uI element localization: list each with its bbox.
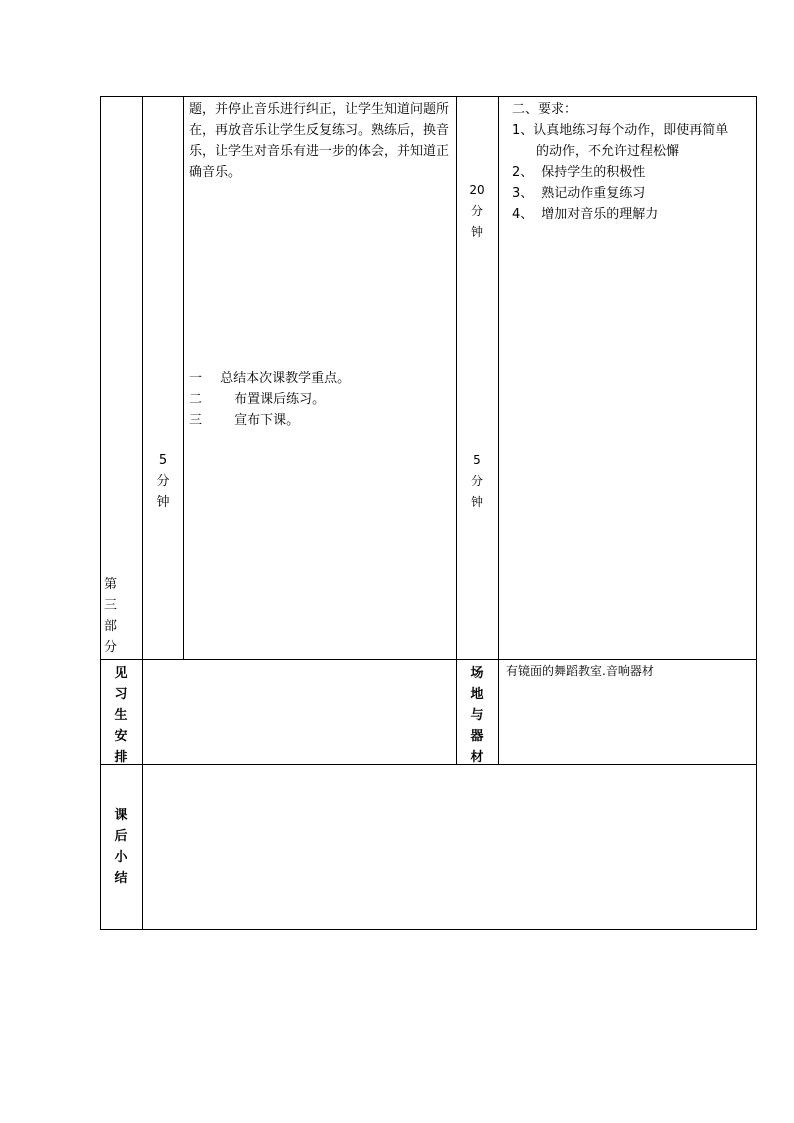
venue-label: 场 地 与 器 材: [470, 666, 484, 765]
list-item-text: 宣布下课。: [234, 413, 300, 428]
table-border-bottom: [100, 929, 757, 930]
list-item-text: 保持学生的积极性: [541, 165, 646, 180]
list-item-text: 熟记动作重复练习: [541, 186, 646, 201]
section-label: 第 三 部 分: [104, 577, 118, 655]
list-item-text: 的动作，不允许过程松懈: [536, 144, 680, 159]
list-item: [512, 204, 658, 225]
lesson-plan-table: [100, 96, 757, 930]
list-item: [189, 410, 299, 431]
list-item: [512, 120, 728, 141]
list-item-number: 4、: [512, 207, 534, 222]
venue-content: 有镜面的舞蹈教室.音响器材: [506, 664, 654, 678]
list-item-number: 二: [189, 392, 203, 407]
list-item: [189, 389, 325, 410]
table-border-left: [100, 96, 101, 930]
list-item-number: 1、: [512, 123, 534, 138]
col-divider-time-mid: [498, 96, 499, 764]
list-item-text: 认真地练习每个动作，即使再简单: [533, 123, 729, 138]
col-divider-content: [456, 96, 457, 764]
time-left: 5 分 钟: [156, 453, 170, 510]
table-border-top: [100, 96, 757, 97]
observer-label: 见 习 生 安 排: [114, 666, 128, 765]
list-item-number: 2、: [512, 165, 534, 180]
time-mid-1: 20 分 钟: [469, 183, 485, 239]
col-divider-time-left: [183, 96, 184, 659]
list-item: [536, 141, 679, 162]
summary-label: 课 后 小 结: [114, 808, 128, 886]
list-item-number: 3、: [512, 186, 534, 201]
content-paragraph: 题，并停止音乐进行纠正，让学生知道问题所在，再放音乐让学生反复练习。熟练后，换音乐，让学生对音乐有进一步的体会，并知道正确音乐。: [189, 102, 450, 180]
row-divider-2: [100, 764, 757, 765]
requirements-title: 二、要求：: [512, 102, 578, 117]
row-divider-1: [100, 659, 757, 660]
list-item-text: 布置课后练习。: [234, 392, 326, 407]
list-item-number: 一: [189, 371, 203, 386]
col-divider-label: [142, 96, 143, 930]
list-item: [512, 183, 645, 204]
list-item: [189, 368, 350, 389]
list-item-text: 总结本次课教学重点。: [220, 371, 351, 386]
list-item-number: 三: [189, 413, 203, 428]
list-item-text: 增加对音乐的理解力: [541, 207, 659, 222]
table-border-right: [756, 96, 757, 930]
list-item: [512, 162, 645, 183]
time-mid-2: 5 分 钟: [470, 453, 483, 509]
